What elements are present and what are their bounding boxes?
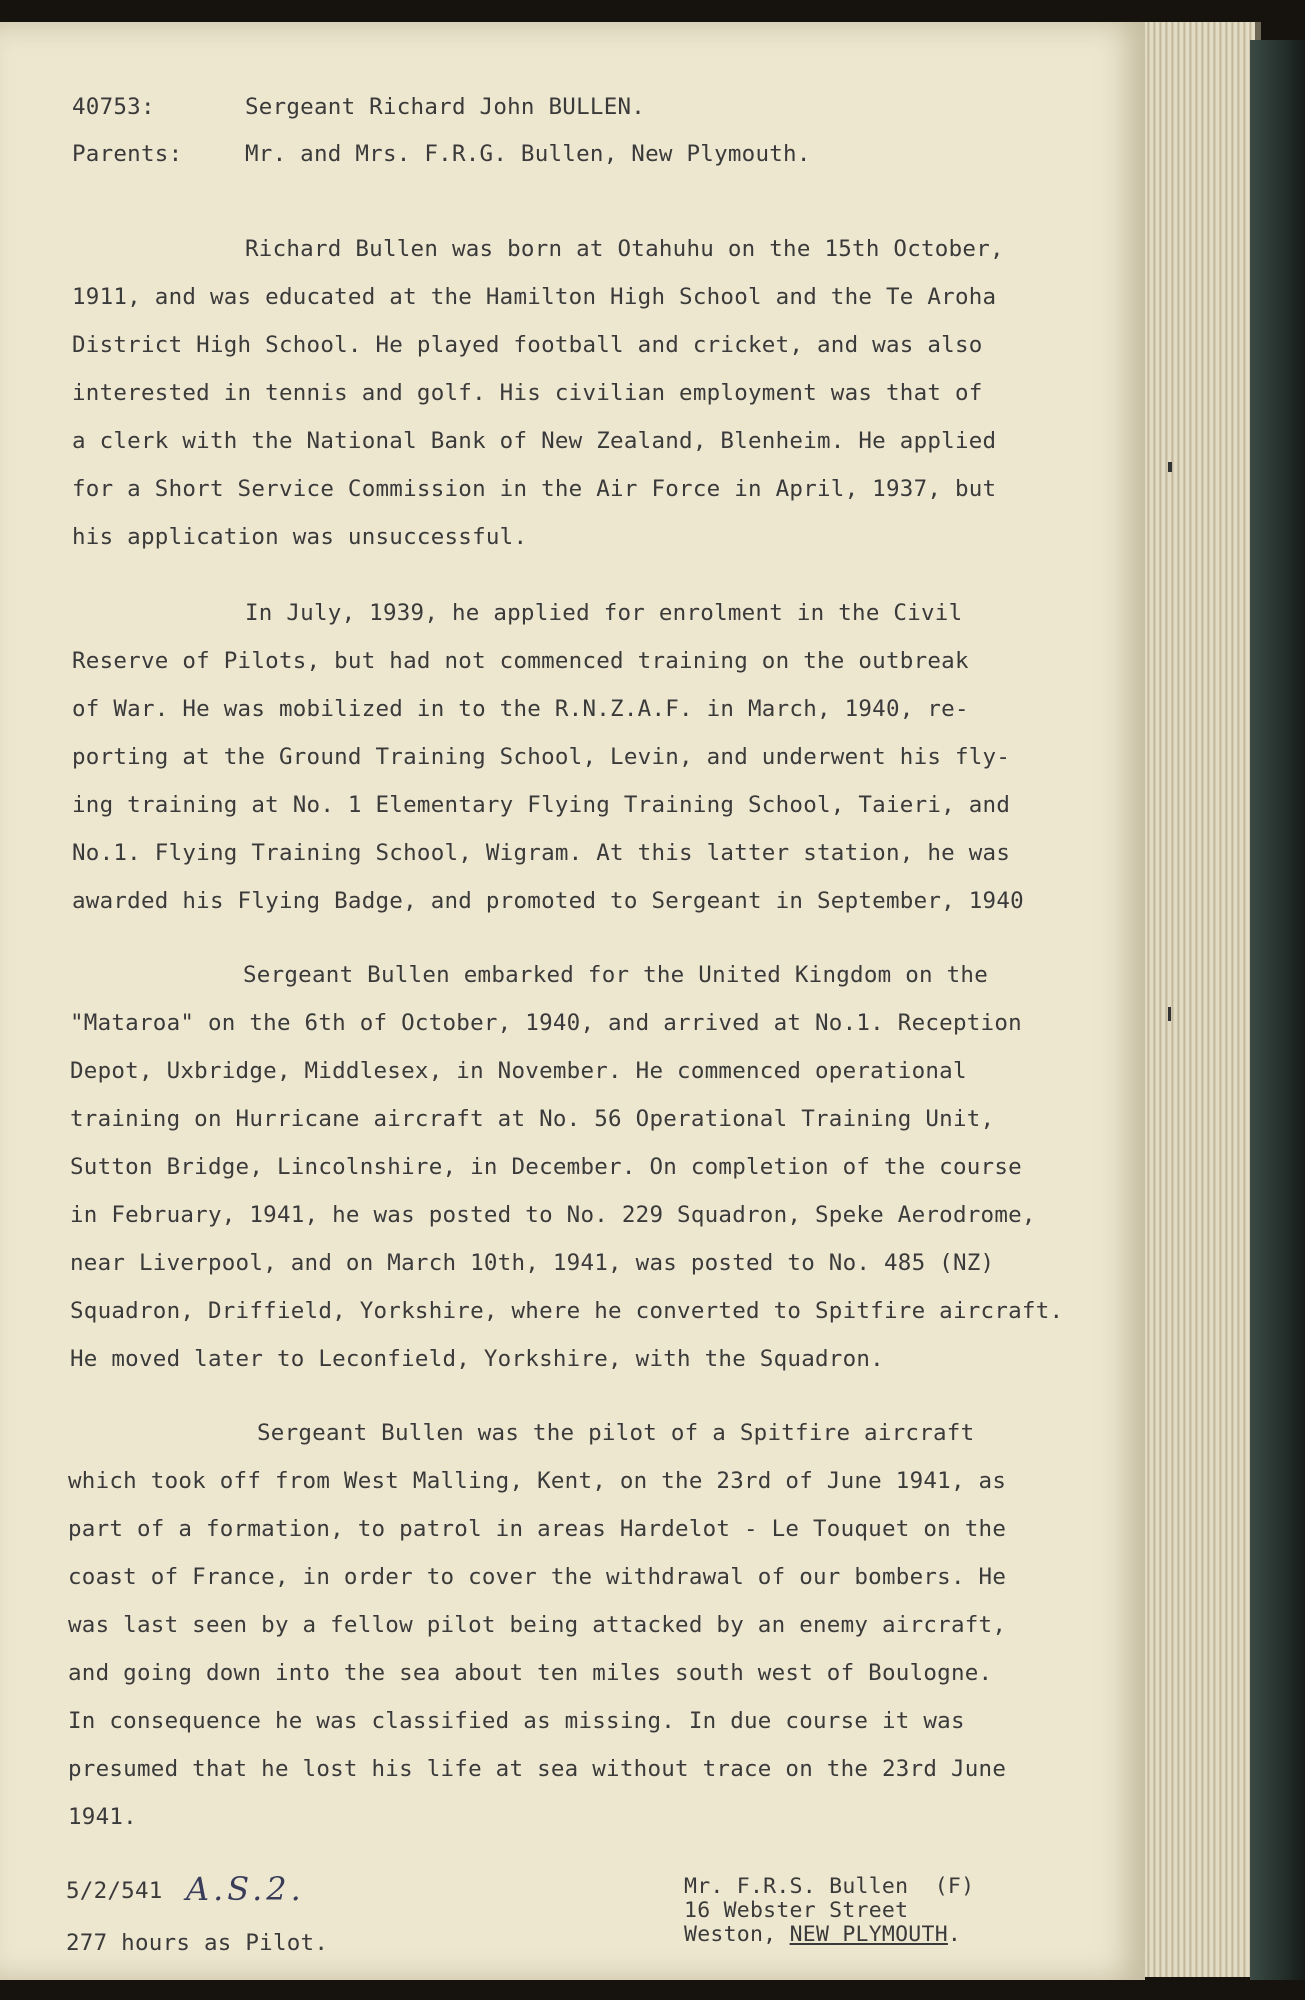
text-line: and going down into the sea about ten miles south west of Boulogne. <box>68 1660 993 1686</box>
margin-mark <box>1168 1007 1171 1021</box>
service-number: 40753: <box>72 94 155 120</box>
text-line: In July, 1939, he applied for enrolment in the Civil <box>245 600 963 626</box>
address-city: NEW PLYMOUTH <box>789 1922 948 1947</box>
text-line: a clerk with the National Bank of New Zealand, Blenheim. He applied <box>72 428 997 454</box>
text-line: Richard Bullen was born at Otahuhu on the 15th October, <box>245 236 1004 262</box>
text-line: He moved later to Leconfield, Yorkshire, with the Squadron. <box>70 1346 884 1372</box>
text-line: awarded his Flying Badge, and promoted to Sergeant in September, 1940 <box>72 888 1024 914</box>
margin-mark <box>1168 462 1172 472</box>
text-line: In consequence he was classified as missing. In due course it was <box>68 1708 965 1734</box>
text-line: 1941. <box>68 1804 137 1830</box>
text-line: in February, 1941, he was posted to No. 229 Squadron, Speke Aerodrome, <box>70 1202 1036 1228</box>
text-line: "Mataroa" on the 6th of October, 1940, and arrived at No.1. Reception <box>70 1010 1022 1036</box>
text-line: Sergeant Bullen was the pilot of a Spitfire aircraft <box>257 1420 975 1446</box>
text-line: interested in tennis and golf. His civilian employment was that of <box>72 380 983 406</box>
address-town: Weston, <box>684 1922 790 1947</box>
airman-name: Sergeant Richard John BULLEN. <box>245 94 646 120</box>
text-line: Sergeant Bullen embarked for the United Kingdom on the <box>243 962 988 988</box>
text-line: Sutton Bridge, Lincolnshire, in December. On completion of the course <box>70 1154 1022 1180</box>
address-line: Mr. F.R.S. Bullen (F) <box>684 1874 975 1899</box>
text-line: No.1. Flying Training School, Wigram. At this latter station, he was <box>72 840 1011 866</box>
address-line <box>684 1922 961 1947</box>
text-line: District High School. He played football and cricket, and was also <box>72 332 983 358</box>
address-period: . <box>947 1922 962 1947</box>
text-line: near Liverpool, and on March 10th, 1941, was posted to No. 485 (NZ) <box>70 1250 995 1276</box>
text-line: for a Short Service Commission in the Air Force in April, 1937, but <box>72 476 997 502</box>
text-line: Reserve of Pilots, but had not commenced training on the outbreak <box>72 648 969 674</box>
document-page <box>0 22 1145 1980</box>
text-line: was last seen by a fellow pilot being attacked by an enemy aircraft, <box>68 1612 1007 1638</box>
handwritten-note: A.S.2. <box>186 1870 305 1908</box>
text-line: presumed that he lost his life at sea without trace on the 23rd June <box>68 1756 1007 1782</box>
text-line: training on Hurricane aircraft at No. 56 Operational Training Unit, <box>70 1106 995 1132</box>
text-line: part of a formation, to patrol in areas Hardelot - Le Touquet on the <box>68 1516 1007 1542</box>
text-line: his application was unsuccessful. <box>72 524 528 550</box>
text-line: porting at the Ground Training School, Levin, and underwent his fly- <box>72 744 1011 770</box>
parents-value: Mr. and Mrs. F.R.G. Bullen, New Plymouth. <box>245 141 811 167</box>
parents-label: Parents: <box>72 141 183 167</box>
file-reference: 5/2/541 <box>66 1878 163 1904</box>
text-line: of War. He was mobilized in to the R.N.Z.A.F. in March, 1940, re- <box>72 696 969 722</box>
text-line: Squadron, Driffield, Yorkshire, where he converted to Spitfire aircraft. <box>70 1298 1064 1324</box>
text-line: ing training at No. 1 Elementary Flying Training School, Taieri, and <box>72 792 1011 818</box>
text-line: coast of France, in order to cover the withdrawal of our bombers. He <box>68 1564 1007 1590</box>
book-binding <box>1250 40 1305 1980</box>
text-line: Depot, Uxbridge, Middlesex, in November. He commenced operational <box>70 1058 967 1084</box>
text-line: which took off from West Malling, Kent, on the 23rd of June 1941, as <box>68 1468 1007 1494</box>
text-line: 1911, and was educated at the Hamilton High School and the Te Aroha <box>72 284 997 310</box>
address-line: 16 Webster Street <box>684 1898 909 1923</box>
flying-hours: 277 hours as Pilot. <box>66 1930 329 1956</box>
